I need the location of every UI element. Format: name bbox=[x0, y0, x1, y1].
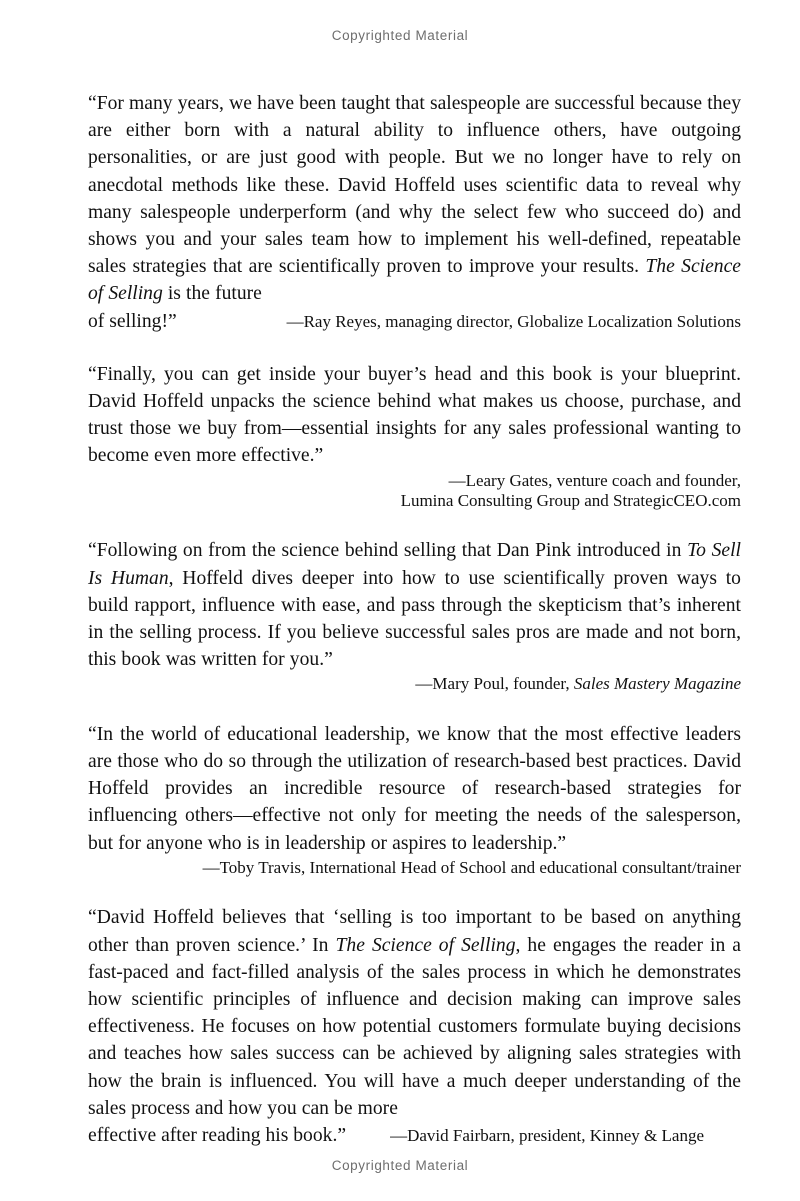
blurb-quote bbox=[88, 537, 741, 673]
blurb-attribution-line-1: —Leary Gates, venture coach and founder, bbox=[448, 470, 741, 490]
blurb-leary-gates bbox=[88, 361, 741, 512]
blurb-attribution-italic-title: Sales Mastery Magazine bbox=[573, 674, 741, 694]
blurb-attribution-line-2: Lumina Consulting Group and StrategicCEO.com bbox=[400, 491, 741, 511]
blurb-quote-italic-title: The Science of Selling bbox=[335, 934, 516, 956]
blurb-quote-part-1: “For many years, we have been taught that salespeople are successful because they are either born with a natural ability to influence others, have outgoing personalities, or are just good with people. But we no longer have to rely on anecdotal methods like these. David Hoffeld uses scientific data to reveal why many salespeople underperform (and why the select few who succeed do) and shows you and your sales team how to implement his well-defined, repeatable sales strategies that are scientifically proven to improve your results. bbox=[88, 93, 741, 278]
blurb-attribution bbox=[88, 858, 741, 878]
blurb-quote-part-2: is the future bbox=[162, 283, 262, 305]
blurb-quote-italic-title: The Science of Selling bbox=[88, 256, 741, 305]
blurb-quote bbox=[88, 904, 741, 1122]
running-head-copyrighted-material: Copyrighted Material bbox=[331, 28, 469, 43]
running-foot-copyrighted-material: Copyrighted Material bbox=[331, 1158, 469, 1173]
blurb-quote: “Finally, you can get inside your buyer’s head and this book is your blueprint. David Hoffeld unpacks the science behind what makes us choose, purchase, and trust those we buy from—essential insights for any sales professional wanting to become even more effective.” bbox=[88, 363, 741, 467]
blurb-attribution-prefix: —Mary Poul, founder, bbox=[415, 674, 574, 694]
blurb-quote bbox=[88, 90, 741, 308]
blurb-mary-poul bbox=[88, 537, 741, 694]
blurb-toby-travis bbox=[88, 721, 741, 878]
blurb-attribution-line-1: —Toby Travis, International Head of School and educational consultant/trainer bbox=[202, 857, 741, 877]
blurb-quote-last-line: effective after reading his book.” bbox=[88, 1124, 347, 1146]
blurb-attribution bbox=[88, 674, 741, 694]
blurb-david-fairbarn bbox=[88, 904, 741, 1149]
blurb-quote-last-line-row bbox=[88, 1122, 741, 1149]
blurb-attribution: —Ray Reyes, managing director, Globalize Localization Solutions bbox=[286, 311, 741, 331]
blurb-quote-italic-title: To Sell Is Human bbox=[88, 540, 742, 589]
blurb-quote-part-1: “David Hoffeld believes that ‘selling is too important to be based on anything other than proven science.’ In bbox=[88, 907, 741, 956]
blurb-attribution bbox=[88, 471, 741, 512]
blurb-attribution: —David Fairbarn, president, Kinney & Lange bbox=[390, 1125, 705, 1145]
blurb-ray-reyes bbox=[88, 90, 741, 335]
blurb-quote-last-line: of selling!” bbox=[88, 310, 177, 332]
blurb-quote-part-1: “Following on from the science behind selling that Dan Pink introduced in bbox=[88, 540, 688, 562]
blurbs-content bbox=[88, 90, 741, 1149]
blurb-quote-part-2: , he engages the reader in a fast-paced and fact-filled analysis of the sales process in which he demonstrates how scientific principles of influence and decision making can improve sales effectiveness. He focuses on how potential customers formulate buying decisions and teaches how sales success can be achieved by aligning sales strategies with how the brain is influenced. You will have a much deeper understanding of the sales process and how you can be more bbox=[88, 934, 742, 1119]
blurb-quote: “In the world of educational leadership, we know that the most effective leaders are those who do so through the utilization of research-based best practices. David Hoffeld provides an incredible resource of research-based strategies for influencing others—effective not only for meeting the needs of the salesperson, but for anyone who is in leadership or aspires to leadership.” bbox=[88, 723, 741, 854]
blurb-attribution-line-1 bbox=[88, 674, 741, 694]
blurb-quote-part-2: , Hoffeld dives deeper into how to use scientifically proven ways to build rapport, influence with ease, and pass through the skepticism that’s inherent in the selling process. If you believe successful sales pros are made and not born, this book was written for you.” bbox=[88, 567, 741, 671]
blurb-quote-last-line-row bbox=[88, 308, 741, 335]
